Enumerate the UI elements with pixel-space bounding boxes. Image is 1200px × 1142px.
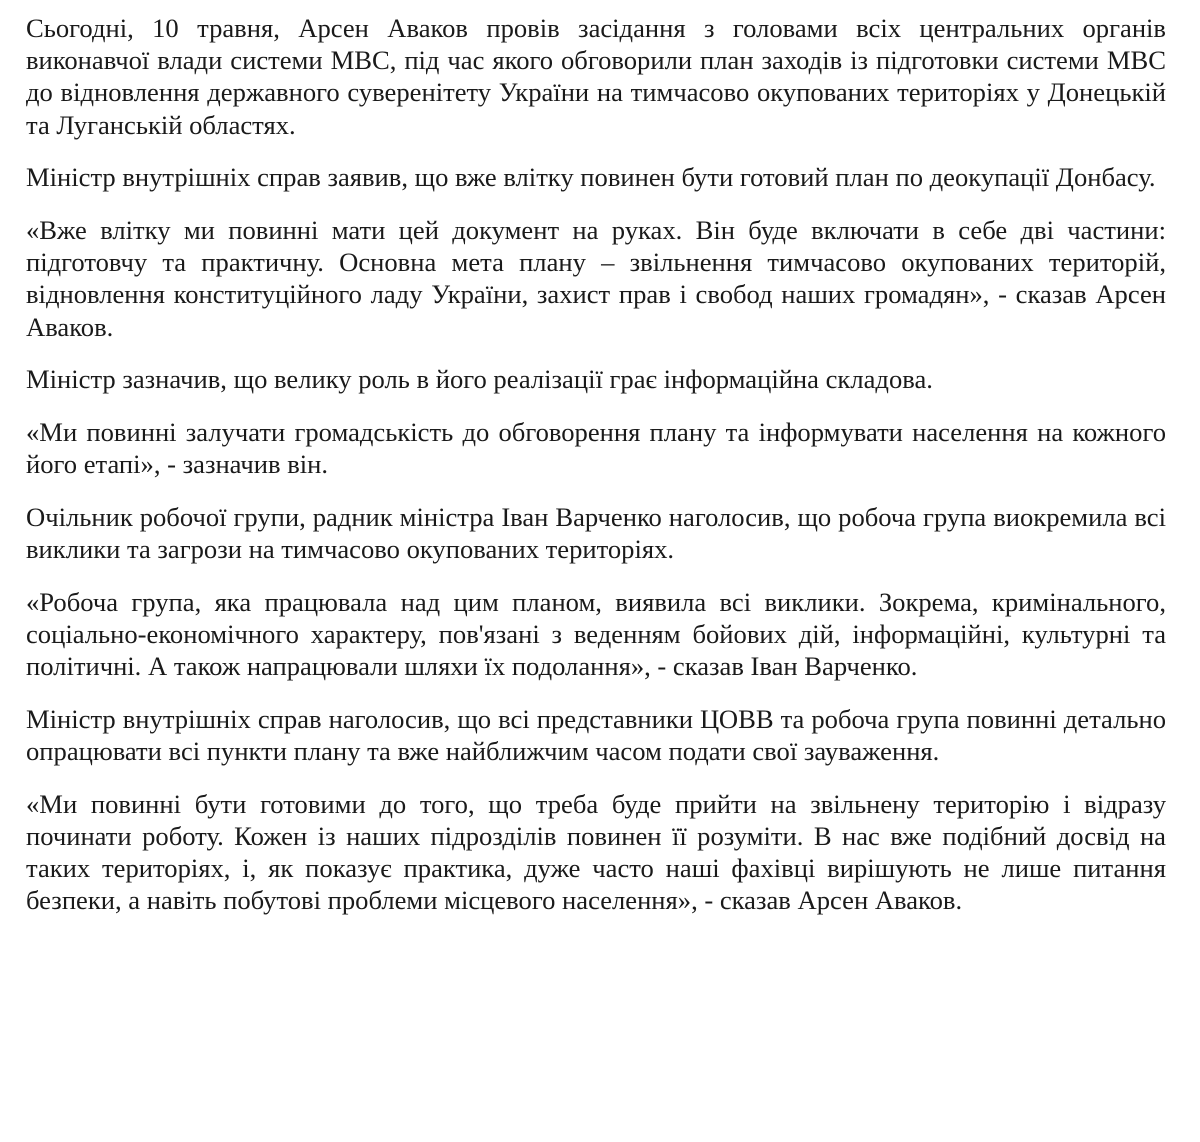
paragraph-intro: Сьогодні, 10 травня, Арсен Аваков провів засідання з головами всіх центральних органів виконавчої влади системи МВС, під час якого обговорили план заходів із підготовки системи МВС до відновлення державного суверенітету України на тимчасово окупованих територіях у Донецькій та Луганській областях. [26,13,1166,140]
document-body [26,12,1166,917]
paragraph-minister-statement: Міністр внутрішніх справ заявив, що вже влітку повинен бути готовий план по деокупації Донбасу. [26,162,1156,193]
paragraph-quote-ready: «Ми повинні бути готовими до того, що треба буде прийти на звільнену територію і відразу починати роботу. Кожен із наших підрозділів повинен її розуміти. В нас вже подібний досвід на таких територіях, і, як показує практика, дуже часто наші фахівці вирішують не лише питання безпеки, а навіть побутові проблеми місцевого населення», - сказав Арсен Аваков. [26,788,1166,916]
paragraph-working-group: Очільник робочої групи, радник міністра Іван Варченко наголосив, що робоча група виокремила всі виклики та загрози на тимчасово окупованих територіях. [26,501,1166,565]
paragraph-quote-challenges: «Робоча група, яка працювала над цим планом, виявила всі виклики. Зокрема, кримінального, соціально-економічного характеру, пов'язані з веденням бойових дій, інформаційні, культурні та політичні. А також напрацювали шляхи їх подолання», - сказав Іван Варченко. [26,586,1166,682]
paragraph-quote-plan: «Вже влітку ми повинні мати цей документ на руках. Він буде включати в себе дві частини: підготовчу та практичну. Основна мета плану – звільнення тимчасово окупованих територій, відновлення конституційного ладу України, захист прав і свобод наших громадян», - сказав Арсен Аваков. [26,215,1166,342]
paragraph-remarks: Міністр внутрішніх справ наголосив, що всі представники ЦОВВ та робоча група повинні детально опрацювати всі пункти плану та вже найближчим часом подати свої зауваження. [26,703,1166,767]
paragraph-quote-public: «Ми повинні залучати громадськість до обговорення плану та інформувати населення на кожного його етапі», - зазначив він. [26,417,1166,480]
paragraph-information-role: Міністр зазначив, що велику роль в його реалізації грає інформаційна складова. [26,364,933,395]
